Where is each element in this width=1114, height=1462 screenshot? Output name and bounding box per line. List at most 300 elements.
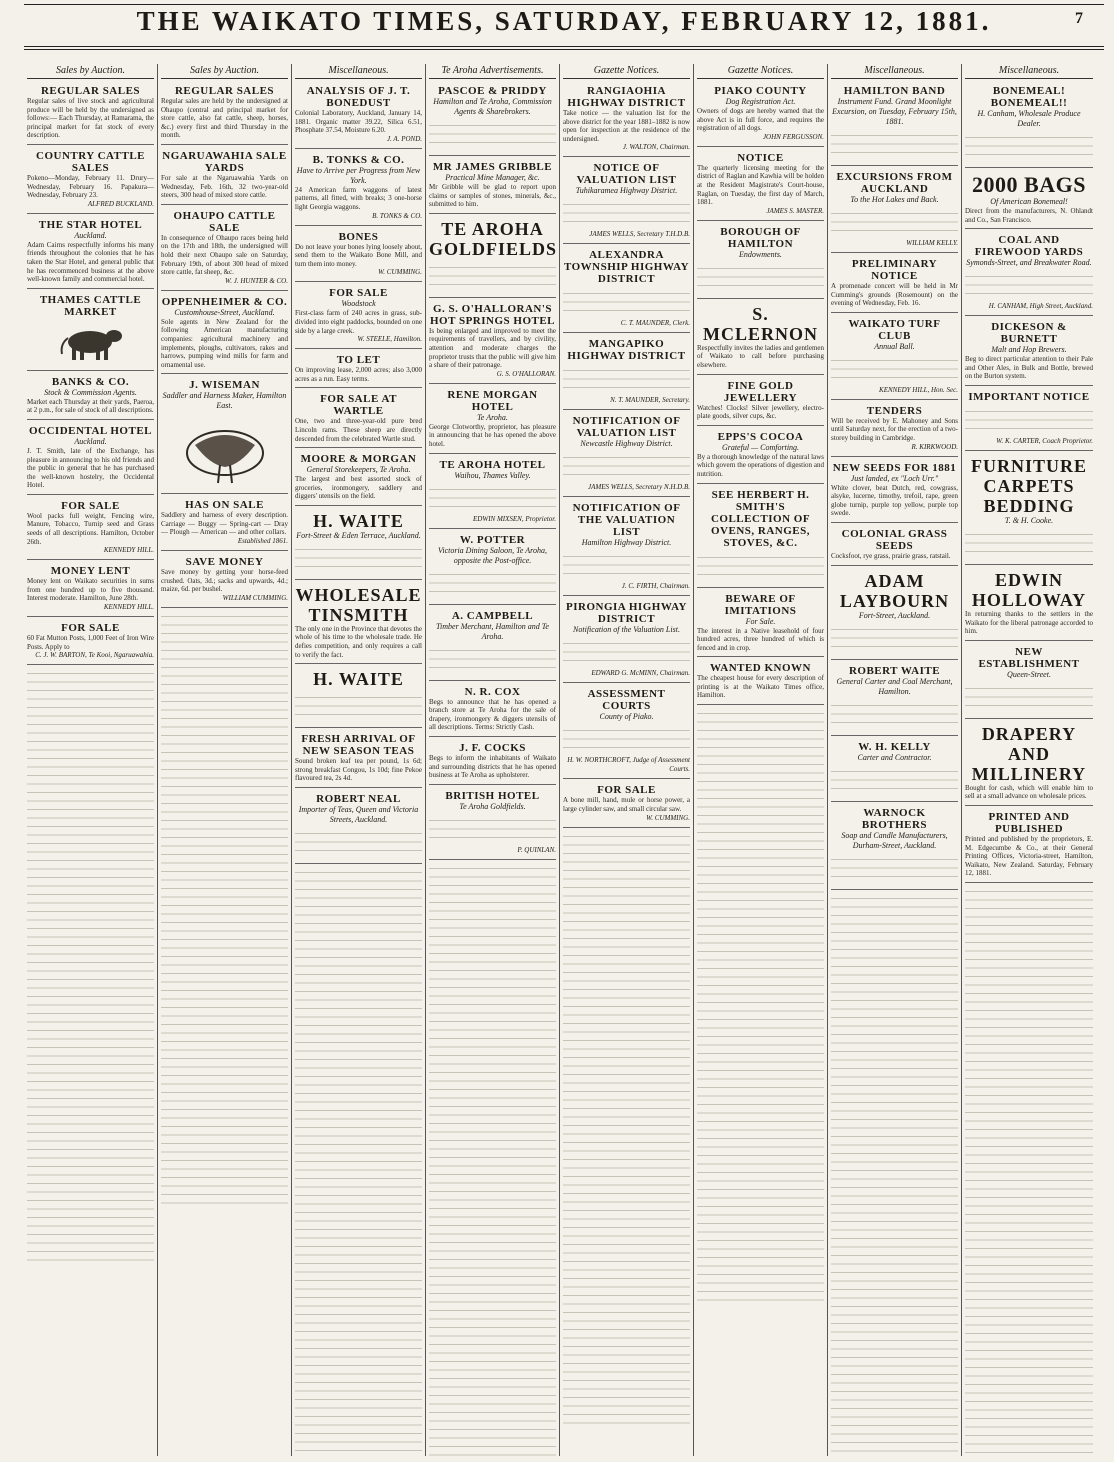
advertisement — [965, 170, 1093, 229]
ad-body-print — [295, 691, 422, 721]
ad-title: BONES — [338, 230, 379, 243]
advertisement — [831, 568, 958, 660]
advertisement — [831, 662, 958, 736]
advertisement — [27, 562, 154, 617]
ad-subtitle: Soap and Candle Manufacturers, Durham-Street, Auckland. — [841, 830, 948, 850]
ad-title: HAMILTON BAND — [843, 85, 946, 97]
advertisement — [563, 82, 690, 157]
ad-body: Bought for cash, which will enable him to sell at a small advance on wholesale prices. — [965, 783, 1093, 801]
ad-title: G. S. O'HALLORAN'S HOT SPRINGS HOTEL — [429, 302, 556, 327]
ad-title: FOR SALE — [61, 499, 120, 512]
ad-title: WANTED KNOWN — [709, 662, 812, 675]
ad-signature: EDWIN MIXSEN, Proprietor. — [473, 514, 556, 523]
column-heading: Sales by Auction. — [27, 64, 154, 79]
advertisement — [831, 82, 958, 166]
ad-subtitle: General Storekeepers, Te Aroha. — [306, 465, 411, 475]
advertisement — [831, 168, 958, 253]
ad-title: H. WAITE — [313, 510, 404, 531]
ad-title: NEW ESTABLISHMENT — [978, 645, 1080, 670]
ad-body: Regular sales are held by the undersigned at Ohaupo (central and principal market for store cattle, also fat cattle, sheep, horses, &c.) every first and third Thursday in the month. — [161, 97, 288, 140]
column-heading: Miscellaneous. — [295, 64, 422, 79]
advertisement — [563, 781, 690, 827]
ad-title: THE STAR HOTEL — [38, 218, 143, 231]
ad-body: Colonial Laboratory, Auckland, January 14, 1881. Organic matter 39.22, Silica 6.51, Phosphate 37.54, Moisture 6.20. — [295, 109, 422, 135]
ad-signature: W. CUMMING. — [646, 813, 690, 822]
advertisement — [161, 376, 288, 494]
ad-signature: J. A. POND. — [386, 134, 422, 143]
masthead-title: THE WAIKATO TIMES, SATURDAY, FEBRUARY 12, 1881. — [136, 6, 992, 36]
advertisement — [27, 422, 154, 495]
page-number: 7 — [1075, 10, 1086, 27]
ad-signature: J. WALTON, Chairman. — [622, 143, 690, 152]
ad-body-print — [831, 699, 958, 729]
ad-body: Beg to direct particular attention to their Pale and Other Ales, in Bulk and Bottle, brewed on the Burton system. — [965, 355, 1093, 381]
ad-subtitle: Te Aroha. — [477, 412, 508, 422]
ad-body: Respectfully invites the ladies and gentlemen of Waikato to call before purchasing elsewhere. — [697, 343, 824, 369]
ad-signature: R. KIRKWOOD. — [911, 442, 958, 451]
ad-subtitle: Tuhikaramea Highway District. — [575, 186, 678, 196]
advertisement — [27, 497, 154, 560]
ad-body-print — [429, 261, 556, 291]
ad-body-print — [429, 568, 556, 598]
advertisement — [965, 318, 1093, 386]
ad-signature: KENNEDY HILL, Hon. Sec. — [879, 385, 958, 394]
column-3 — [292, 64, 426, 1456]
ad-subtitle: Grateful — Comforting. — [721, 442, 800, 452]
advertisement — [429, 607, 556, 681]
ad-body-print — [831, 623, 958, 653]
ad-signature: WILLIAM CUMMING. — [222, 593, 288, 602]
advertisement — [295, 284, 422, 349]
ad-title: MANGAPIKO HIGHWAY DISTRICT — [567, 338, 686, 363]
advertisement — [295, 351, 422, 388]
ad-body: White clover, beat Dutch, red, cowgrass, alsyke, lucerne, timothy, trefoil, rape, green globe turnip, purple top yellow, purple top swede. — [831, 483, 958, 518]
ad-title: OHAUPO CATTLE SALE — [173, 209, 276, 234]
ad-body: Begs to announce that he has opened a branch store at Te Aroha for the sale of drapery, ironmongery & diggers utensils of all descriptions. Terms: Strictly Cash. — [429, 697, 556, 732]
ad-subtitle: Auckland. — [74, 230, 107, 240]
ad-title: PIAKO COUNTY — [714, 85, 807, 97]
ad-title: W. POTTER — [459, 533, 526, 546]
ad-title: PIRONGIA HIGHWAY DISTRICT — [566, 601, 687, 626]
ad-title: NOTICE — [737, 151, 784, 164]
ad-subtitle: Symonds-Street, and Breakwater Road. — [966, 258, 1092, 268]
ad-title: EXCURSIONS FROM AUCKLAND — [836, 171, 953, 195]
ad-subtitle: Saddler and Harness Maker, Hamilton East. — [162, 391, 287, 411]
ad-body-print — [697, 262, 824, 292]
ad-body: Printed and published by the proprietors, E. M. Edgecumbe & Co., at their General Printing Offices, Victoria-street, Hamilton, Waikato, New Zealand. Saturday, February 12, 1881. — [965, 834, 1093, 878]
ad-title: N. R. COX — [464, 685, 521, 698]
advertisement — [429, 531, 556, 605]
ad-subtitle: Fort-Street, Auckland. — [858, 610, 931, 620]
ad-subtitle: Timber Merchant, Hamilton and Te Aroha. — [436, 621, 549, 641]
advertisement — [295, 582, 422, 664]
advertisement — [697, 590, 824, 658]
ad-title: WARNOCK BROTHERS — [861, 806, 928, 831]
advertisement — [563, 685, 690, 779]
ad-body: 60 Fat Mutton Posts, 1,000 Feet of Iron Wire Posts. Apply to — [27, 634, 154, 651]
ad-title: PASCOE & PRIDDY — [438, 85, 547, 97]
ad-title: OCCIDENTAL HOTEL — [28, 424, 153, 437]
ad-subtitle: Newcastle Highway District. — [580, 439, 673, 449]
ad-subtitle: Queen-Street. — [1007, 669, 1051, 679]
advertisement — [161, 147, 288, 205]
ad-title: PRELIMINARY NOTICE — [851, 258, 938, 282]
advertisement — [965, 388, 1093, 451]
ad-body: Sound broken leaf tea per pound, 1s 6d; strong breakfast Congou, 1s 10d; fine Pekoe flavoured tea, 2s 4d. — [295, 757, 422, 783]
advertisement — [295, 82, 422, 149]
column-1 — [24, 64, 158, 1456]
columns-container — [24, 64, 1104, 1456]
advertisement — [831, 738, 958, 802]
ad-body-print — [295, 827, 422, 857]
advertisement — [563, 335, 690, 410]
advertisement — [161, 553, 288, 608]
advertisement — [429, 787, 556, 860]
ad-title: WAIKATO TURF CLUB — [848, 317, 941, 342]
ad-subtitle: H. Canham, Wholesale Produce Dealer. — [977, 109, 1081, 128]
advertisement — [563, 159, 690, 244]
advertisement — [965, 453, 1093, 565]
ad-title: BEWARE OF IMITATIONS — [724, 592, 797, 617]
advertisement — [697, 486, 824, 588]
ad-title: FOR SALE — [329, 287, 388, 300]
column-2 — [158, 64, 292, 1456]
column-6 — [694, 64, 828, 1456]
ad-title: EDWIN HOLLOWAY — [971, 569, 1087, 610]
advertisement — [697, 82, 824, 147]
ad-title: TE AROHA HOTEL — [439, 458, 546, 471]
advertisement — [295, 790, 422, 864]
ad-body: Mr Gribble will be glad to report upon claims or samples of stones, minerals, &c., submitted to him. — [429, 183, 556, 209]
ad-signature: JAMES WELLS, Secretary N.H.D.B. — [588, 483, 690, 492]
ad-title: MONEY LENT — [50, 565, 131, 578]
ad-body: Do not leave your bones lying loosely about, send them to the Waikato Bone Mill, and turn them into money. — [295, 242, 422, 268]
column-filler-print — [161, 610, 288, 1210]
ad-signature: KENNEDY HILL. — [103, 603, 154, 612]
ad-title: S. MCLERNON — [703, 303, 818, 344]
advertisement — [965, 231, 1093, 316]
advertisement — [831, 402, 958, 457]
ad-title: PRINTED AND PUBLISHED — [988, 810, 1070, 835]
ad-body-print — [965, 528, 1093, 558]
ad-title: ASSESSMENT COURTS — [587, 688, 666, 713]
ad-subtitle: Waihou, Thames Valley. — [454, 470, 531, 480]
ad-title: DICKESON & BURNETT — [991, 321, 1067, 346]
ad-signature: KENNEDY HILL. — [103, 546, 154, 555]
advertisement — [295, 508, 422, 580]
ad-title: J. WISEMAN — [189, 379, 260, 392]
ad-title: NOTICE OF VALUATION LIST — [576, 162, 677, 187]
ad-title: RANGIAOHIA HIGHWAY DISTRICT — [567, 85, 686, 109]
advertisement — [563, 598, 690, 683]
ad-subtitle: Just landed, ex "Loch Urr." — [850, 473, 939, 483]
advertisement — [697, 659, 824, 705]
ad-title: ALEXANDRA TOWNSHIP HIGHWAY DISTRICT — [563, 249, 690, 286]
advertisement — [831, 255, 958, 313]
ad-subtitle: Notification of the Valuation List. — [573, 625, 680, 635]
ad-title: FOR SALE — [597, 784, 656, 797]
advertisement — [831, 315, 958, 400]
ad-body-print — [965, 405, 1093, 435]
ad-body-print — [563, 364, 690, 394]
ad-title: NOTIFICATION OF VALUATION LIST — [572, 415, 681, 440]
ad-subtitle: Stock & Commission Agents. — [44, 387, 137, 397]
advertisement — [697, 428, 824, 484]
advertisement — [965, 721, 1093, 806]
ad-title: THAMES CATTLE MARKET — [39, 293, 142, 318]
column-heading: Sales by Auction. — [161, 64, 288, 79]
ad-title: FRESH ARRIVAL OF NEW SEASON TEAS — [301, 733, 416, 758]
ad-body: J. T. Smith, late of the Exchange, has pleasure in announcing to his old friends and the public in general that he has purchased the well-known hostelry, the Occidental Hotel. — [27, 446, 154, 490]
ad-body-print — [563, 724, 690, 754]
ad-body: For sale at the Ngaruawahia Yards on Wednesday, Feb. 16th, 32 two-year-old steers, 300 head of mixed store cattle. — [161, 173, 288, 200]
column-filler-print — [831, 892, 958, 1456]
ad-body: On improving lease, 2,000 acres; also 3,000 acres as a run. Easy terms. — [295, 366, 422, 383]
ad-body: Cocksfoot, rye grass, prairie grass, ratstail. — [831, 551, 951, 560]
ad-body-print — [831, 129, 958, 159]
advertisement — [697, 223, 824, 299]
advertisement — [563, 246, 690, 333]
ad-signature: W. CUMMING. — [378, 268, 422, 277]
ad-title: BRITISH HOTEL — [445, 789, 540, 802]
ad-body-print — [295, 543, 422, 573]
ad-title: H. WAITE — [313, 669, 404, 690]
ad-signature: JAMES WELLS, Secretary T.H.D.B. — [589, 230, 690, 239]
ad-signature: J. C. FIRTH, Chairman. — [621, 582, 690, 591]
ad-subtitle: To the Hot Lakes and Back. — [850, 195, 939, 204]
ad-title: REGULAR SALES — [40, 85, 141, 97]
ad-subtitle: T. & H. Cooke. — [1004, 515, 1054, 525]
advertisement — [831, 804, 958, 890]
ad-body-print — [429, 119, 556, 149]
ad-signature: H. W. NORTHCROFT, Judge of Assessment Courts. — [567, 756, 690, 774]
ad-body-print — [429, 483, 556, 513]
ad-title: COLONIAL GRASS SEEDS — [841, 527, 948, 552]
newspaper-page — [24, 0, 1104, 1462]
ad-title: MOORE & MORGAN — [300, 453, 417, 466]
ad-signature: G. S. O'HALLORAN. — [496, 369, 556, 378]
ad-signature: EDWARD G. McMINN, Chairman. — [591, 669, 690, 678]
advertisement — [697, 377, 824, 426]
ad-title: WHOLESALE TINSMITH — [295, 584, 422, 625]
column-heading: Miscellaneous. — [965, 64, 1093, 79]
ad-body: Is being enlarged and improved to meet the requirements of travellers, and by civility, attention and moderate charges the proprietor trusts that the public will give him a share of their patronage. — [429, 326, 556, 370]
ad-body: Regular sales of live stock and agricultural produce will be held by the undersigned as follows:— Each Thursday, at Ramarama, the principal market for fat stock of every description. — [27, 97, 154, 140]
ad-body: Begs to inform the inhabitants of Waikato and surrounding districts that he has opened business at Te Aroha as upholsterer. — [429, 753, 556, 780]
ad-body: Take notice — the valuation list for the above district for the year 1881–1882 is now open for inspection at the residence of the undersigned. — [563, 109, 690, 143]
column-filler-print — [965, 885, 1093, 1456]
ad-subtitle: Fort-Street & Eden Terrace, Auckland. — [296, 530, 421, 540]
advertisement — [429, 216, 556, 298]
ad-title: TENDERS — [866, 404, 923, 417]
advertisement — [161, 496, 288, 551]
ad-title: BONEMEAL! BONEMEAL!! — [990, 85, 1068, 109]
ad-subtitle: Auckland. — [74, 436, 107, 446]
cow-illustration — [27, 322, 154, 362]
ad-subtitle: Have to Arrive per Progress from New York. — [296, 165, 421, 185]
ad-body: Wool packs full weight, Fencing wire, Manure, Tobacco, Turnip seed and Grass seeds of all descriptions. Hamilton, October 26th. — [27, 511, 154, 546]
cow-engraving — [56, 322, 126, 362]
ad-title: HAS ON SALE — [185, 499, 264, 512]
ad-subtitle: Dog Registration Act. — [725, 97, 796, 106]
ad-body: A promenade concert will be held in Mr Cumming's grounds (Rosemount) on the evening of Wednesday, Feb. 16. — [831, 282, 958, 308]
masthead — [24, 4, 1104, 54]
column-filler-print — [27, 667, 154, 1267]
ad-body-print — [831, 853, 958, 883]
advertisement — [563, 412, 690, 497]
advertisement — [161, 82, 288, 145]
ad-body: First-class farm of 240 acres in grass, sub-divided into eight paddocks, bounded on one side by a large creek. — [295, 309, 422, 335]
advertisement — [697, 149, 824, 221]
ad-subtitle: Victoria Dining Saloon, Te Aroha, opposite the Post-office. — [438, 545, 547, 565]
ad-title: TO LET — [336, 354, 381, 367]
ad-body: The only one in the Province that devotes the whole of his time to the wholesale trade. He defies competition, and only requires a call to verify the fact. — [295, 624, 422, 659]
ad-signature: W. K. CARTER, Coach Proprietor. — [996, 436, 1093, 445]
advertisement — [429, 82, 556, 156]
advertisement — [295, 666, 422, 728]
ad-title: ANALYSIS OF J. T. BONEDUST — [306, 85, 411, 109]
ad-body: The interest in a Native leasehold of four hundred acres, three hundred of which is fenced and in crop. — [697, 626, 824, 652]
ad-body: Watches! Clocks! Silver jewellery, electro-plate goods, silver cups, &c. — [697, 403, 824, 421]
column-7 — [828, 64, 962, 1456]
ad-title: OPPENHEIMER & CO. — [161, 295, 288, 308]
ad-title: ROBERT WAITE — [848, 664, 941, 677]
ad-subtitle: Malt and Hop Brewers. — [991, 345, 1067, 355]
ad-subtitle: Of American Bonemeal! — [990, 197, 1068, 206]
ad-body: Owners of dogs are hereby warned that the above Act is in full force, and requires the registration of all dogs. — [697, 107, 824, 133]
ad-title: FOR SALE AT WARTLE — [320, 393, 397, 418]
ad-body-print — [965, 270, 1093, 300]
ad-title: FOR SALE — [61, 622, 120, 635]
advertisement — [27, 82, 154, 145]
column-filler-print — [697, 707, 824, 1307]
ad-title: ROBERT NEAL — [316, 793, 401, 806]
ad-subtitle: General Carter and Coal Merchant, Hamilton. — [836, 676, 953, 696]
ad-body: Pokeno—Monday, February 11. Drury—Wednesday, February 16. Papakura—Wednesday, February 23. — [27, 173, 154, 200]
ad-title: A. CAMPBELL — [451, 609, 534, 622]
saddle-illustration — [161, 415, 288, 485]
ad-body: Adam Cairns respectfully informs his many friends throughout the colonies that he has taken the Star Hotel, and general public that he has recommenced business at the above well-known family and commercial hotel. — [27, 240, 154, 284]
ad-signature: W. J. HUNTER & CO. — [225, 276, 288, 285]
ad-title: MR JAMES GRIBBLE — [432, 161, 553, 173]
advertisement — [429, 739, 556, 785]
ad-body-print — [429, 814, 556, 844]
ad-signature: H. CANHAM, High Street, Auckland. — [988, 302, 1093, 311]
ad-body: The quarterly licensing meeting for the district of Raglan and Kawhia will be holden at the Resident Magistrate's Court-house, Raglan, on Tuesday, the first day of March, 1881. — [697, 163, 824, 207]
advertisement — [27, 619, 154, 665]
ad-body: Direct from the manufacturers, N. Ohlandt and Co., San Francisco. — [965, 207, 1093, 224]
advertisement — [27, 373, 154, 420]
column-heading: Miscellaneous. — [831, 64, 958, 79]
ad-title: EPPS'S COCOA — [717, 430, 804, 443]
ad-subtitle: Importer of Teas, Queen and Victoria Streets, Auckland. — [298, 805, 419, 825]
advertisement — [295, 390, 422, 448]
advertisement — [295, 450, 422, 506]
ad-title: REGULAR SALES — [174, 85, 275, 97]
ad-subtitle: Hamilton and Te Aroha, Commission Agents & Sharebrokers. — [433, 97, 552, 116]
ad-body-print — [429, 644, 556, 674]
ad-subtitle: Hamilton Highway District. — [581, 538, 672, 548]
column-heading: Gazette Notices. — [697, 64, 824, 79]
column-8 — [962, 64, 1096, 1456]
advertisement — [429, 300, 556, 384]
ad-title: J. F. COCKS — [459, 741, 526, 754]
ad-signature: WILLIAM KELLY. — [906, 239, 958, 247]
ad-title: W. H. KELLY — [858, 740, 931, 753]
ad-body-print — [697, 551, 824, 581]
ad-title: NOTIFICATION OF THE VALUATION LIST — [572, 502, 681, 539]
ad-body: Saddlery and harness of every description. Carriage — Buggy — Spring-cart — Dray — Plough — American — and other collars. — [161, 511, 288, 537]
ad-body-print — [563, 550, 690, 580]
column-filler-print — [429, 862, 556, 1456]
ad-title: 2000 BAGS — [972, 172, 1086, 197]
advertisement — [161, 293, 288, 375]
page-title — [24, 6, 1104, 37]
ad-signature: N. T. MAUNDER, Secretary. — [610, 396, 690, 405]
advertisement — [295, 228, 422, 283]
ad-signature: C. J. W. BARTON, Te Kooi, Ngaruawahia. — [35, 651, 154, 660]
ad-title: NGARUAWAHIA SALE YARDS — [162, 149, 287, 174]
advertisement — [697, 301, 824, 375]
saddle-engraving — [180, 415, 270, 485]
ad-title: DRAPERY AND MILLINERY — [971, 723, 1087, 784]
ad-signature: W. STEELE, Hamilton. — [357, 335, 422, 344]
ad-body-print — [563, 198, 690, 228]
column-5 — [560, 64, 694, 1456]
ad-subtitle: Te Aroha Goldfields. — [459, 801, 526, 811]
ad-signature: Established 1861. — [237, 537, 288, 546]
ad-body: 24 American farm waggons of latest patterns, all fitted, with breaks; 3 one-horse light Georgia waggons. — [295, 185, 422, 211]
advertisement — [965, 808, 1093, 883]
ad-body: Sole agents in New Zealand for the following American manufacturing companies: agricultural machinery and implements, ploughs, cultivators, rakes and harrows, pumping wind mills for farm and ornamental use. — [161, 317, 288, 369]
ad-body-print — [831, 354, 958, 384]
ad-title: RENE MORGAN HOTEL — [447, 388, 538, 413]
ad-subtitle: Carter and Contractor. — [857, 752, 932, 762]
ad-body: The largest and best assorted stock of groceries, ironmongery, saddlery and diggers' utensils on the field. — [295, 475, 422, 501]
column-heading: Te Aroha Advertisements. — [429, 64, 556, 79]
ad-signature: P. QUINLAN. — [517, 845, 556, 854]
ad-body: In consequence of Ohaupo races being held on the 17th and 18th, the undersigned will hold their next Ohaupo sale on Saturday, February 19th, of about 300 head of mixed store cattle, fat sheep, &c. — [161, 233, 288, 277]
advertisement — [563, 499, 690, 596]
ad-signature: JAMES S. MASTER. — [766, 206, 824, 215]
ad-body: By a thorough knowledge of the natural laws which govern the operations of digestion and nutrition. — [697, 452, 824, 478]
ad-body-print — [831, 207, 958, 237]
ad-title: ADAM LAYBOURN — [839, 570, 950, 611]
ad-body: A bone mill, hand, mule or horse power, a large cylinder saw, and small circular saw. — [563, 796, 690, 813]
column-filler-print — [563, 830, 690, 1430]
ad-title: BOROUGH OF HAMILTON — [720, 225, 801, 250]
advertisement — [161, 207, 288, 291]
ad-body: One, two and three-year-old pure bred Lincoln rams. These sheep are directly descended from the celebrated Wartle stud. — [295, 417, 422, 443]
advertisement — [27, 216, 154, 289]
ad-body: Save money by getting your horse-feed crushed. Oats, 3d.; sacks and upwards, 4d.; maize, 6d. per bushel. — [161, 568, 288, 594]
ad-subtitle: County of Piako. — [599, 712, 654, 722]
ad-body: Will be received by E. Mahoney and Sons until Saturday next, for the erection of a two-storey building in Cambridge. — [831, 416, 958, 442]
ad-subtitle: Endowments. — [739, 249, 782, 259]
advertisement — [429, 456, 556, 529]
ad-subtitle: Instrument Fund. Grand Moonlight Excursion, on Tuesday, February 15th, 1881. — [832, 97, 957, 126]
advertisement — [295, 151, 422, 226]
ad-title: NEW SEEDS FOR 1881 — [832, 461, 957, 474]
ad-title: SEE HERBERT H. SMITH'S COLLECTION OF OVENS, RANGES, STOVES, &C. — [710, 488, 811, 549]
ad-body: Money lent on Waikato securities in sums from one hundred up to five thousand. Interest moderate. Hamilton, June 28th. — [27, 577, 154, 603]
ad-title: COAL AND FIREWOOD YARDS — [974, 234, 1084, 259]
ad-signature: C. T. MAUNDER, Clerk. — [620, 319, 690, 328]
column-4 — [426, 64, 560, 1456]
ad-body-print — [831, 765, 958, 795]
advertisement — [429, 683, 556, 737]
advertisement — [831, 459, 958, 523]
